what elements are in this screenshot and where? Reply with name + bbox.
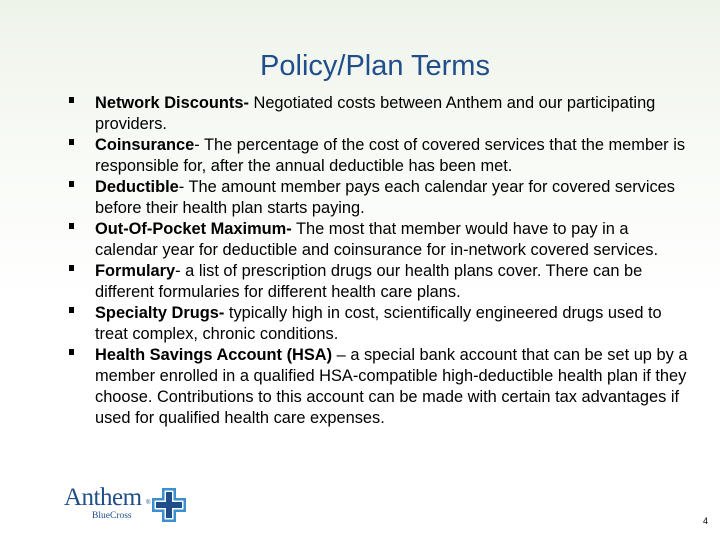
bullet-icon (69, 223, 74, 229)
term-label: Deductible (95, 178, 179, 196)
term-description: typically high in cost, scientifically engineered drugs used to treat complex, chronic conditions. (95, 304, 662, 343)
list-item (0, 135, 690, 177)
list-item (0, 261, 690, 303)
page-number: 4 (702, 516, 708, 526)
term-description: Negotiated costs between Anthem and our participating providers. (95, 94, 656, 133)
list-item (0, 177, 690, 219)
blue-cross-icon (150, 486, 188, 524)
term-label: Specialty Drugs- (95, 304, 225, 322)
bullet-icon (69, 181, 74, 187)
bullet-icon (69, 97, 74, 103)
list-item (0, 303, 690, 345)
list-item (0, 93, 690, 135)
slide-title: Policy/Plan Terms (260, 50, 490, 82)
term-label: Network Discounts- (95, 94, 249, 112)
term-label: Coinsurance (95, 136, 195, 154)
term-label: Health Savings Account (HSA) (95, 346, 333, 364)
term-description: - The amount member pays each calendar year for covered services before their health plan starts paying. (95, 178, 675, 217)
logo-name: Anthem (64, 484, 142, 511)
term-description: – a special bank account that can be set up by a member enrolled in a qualified HSA-compatible high-deductible health plan if they choose. Contributions to this account can be made with certain tax advantages if used for qualified health care expenses. (95, 346, 688, 427)
anthem-logo (64, 484, 194, 526)
term-description: - The percentage of the cost of covered services that the member is responsible for, after the annual deductible has been met. (95, 136, 686, 175)
bullet-icon (69, 265, 74, 271)
terms-list (0, 93, 720, 429)
list-item (0, 345, 690, 429)
registered-mark: ® (146, 500, 151, 506)
logo-subtitle: BlueCross (92, 511, 132, 521)
term-description: The most that member would have to pay in a calendar year for deductible and coinsurance for in-network covered services. (95, 220, 659, 259)
term-label: Out-Of-Pocket Maximum- (95, 220, 292, 238)
term-label: Formulary (95, 262, 176, 280)
bullet-icon (69, 307, 74, 313)
list-item (0, 219, 690, 261)
term-description: - a list of prescription drugs our health plans cover. There can be different formularies for different health care plans. (95, 262, 643, 301)
bullet-icon (69, 139, 74, 145)
bullet-icon (69, 349, 74, 355)
